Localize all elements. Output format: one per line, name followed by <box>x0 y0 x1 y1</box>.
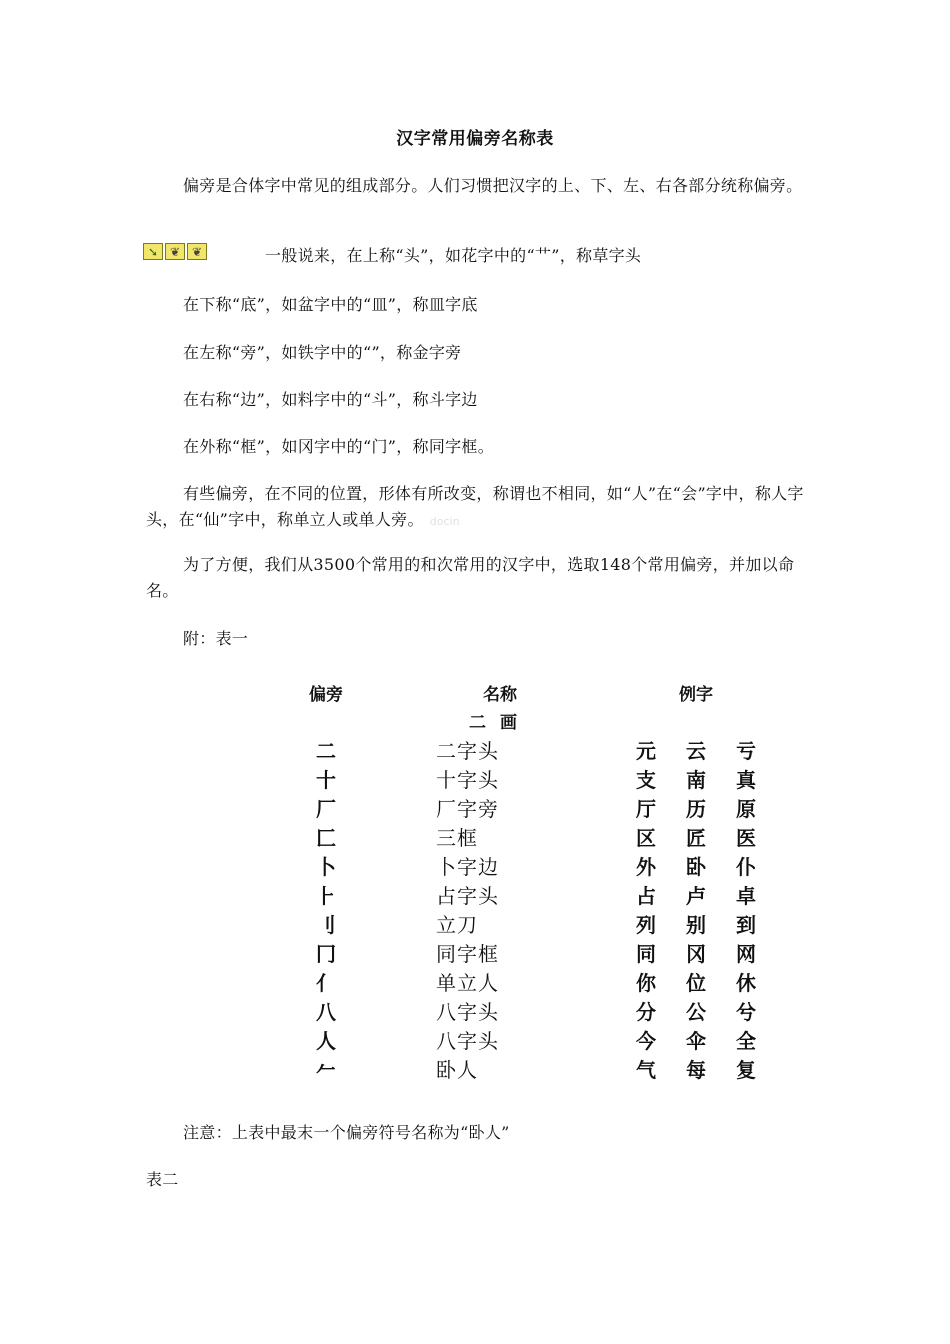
examples-cell <box>636 822 756 851</box>
example-char: 你 <box>636 970 656 995</box>
example-char: 气 <box>636 1057 656 1082</box>
example-char: 医 <box>736 825 756 850</box>
table-row <box>288 1025 756 1054</box>
examples-cell <box>636 1025 756 1054</box>
examples-cell <box>636 938 756 967</box>
examples-cell <box>636 880 756 909</box>
line-left: 在左称“旁”，如铁字中的“”，称金字旁 <box>183 343 462 362</box>
name-cell: 卜字边 <box>436 854 499 879</box>
example-char: 南 <box>686 767 706 792</box>
table-row <box>288 909 756 938</box>
paragraph-2-text: 有些偏旁，在不同的位置，形体有所改变，称谓也不相同，如“人”在“会”字中，称人字头，在“仙”字中，称单立人或单人旁。 <box>146 484 804 529</box>
example-char: 亏 <box>736 738 756 763</box>
name-cell: 厂字旁 <box>436 796 499 821</box>
toolbar-icons <box>143 243 207 260</box>
example-char: 匠 <box>686 825 706 850</box>
table-row <box>288 735 756 764</box>
name-cell: 同字框 <box>436 941 499 966</box>
line-top: 一般说来，在上称“头”，如花字中的“艹”，称草字头 <box>265 246 642 265</box>
example-char: 伞 <box>686 1028 706 1053</box>
radical-cell: 卜 <box>316 854 336 879</box>
example-char: 兮 <box>736 999 756 1024</box>
examples-cell <box>636 735 756 764</box>
table2-label: 表二 <box>146 1170 179 1189</box>
example-char: 网 <box>736 941 756 966</box>
examples-cell <box>636 996 756 1025</box>
example-char: 卓 <box>736 883 756 908</box>
examples-cell <box>636 909 756 938</box>
name-cell: 单立人 <box>436 970 499 995</box>
example-char: 到 <box>736 912 756 937</box>
example-char: 休 <box>736 970 756 995</box>
example-char: 卢 <box>686 883 706 908</box>
section-label: 二画 <box>469 712 531 733</box>
table-row <box>288 764 756 793</box>
example-char: 位 <box>686 970 706 995</box>
example-char: 分 <box>636 999 656 1024</box>
table-row <box>288 880 756 909</box>
table-row <box>288 938 756 967</box>
example-char: 复 <box>736 1057 756 1082</box>
example-char: 卧 <box>686 854 706 879</box>
example-char: 历 <box>686 796 706 821</box>
radical-cell: 𠂉 <box>316 1057 336 1082</box>
examples-cell <box>636 851 756 880</box>
example-char: 支 <box>636 767 656 792</box>
radical-cell: 冂 <box>316 941 336 966</box>
example-char: 元 <box>636 738 656 763</box>
name-cell: 立刀 <box>436 912 478 937</box>
paragraph-2 <box>146 481 810 535</box>
table-row <box>288 851 756 880</box>
name-cell: 占字头 <box>436 883 499 908</box>
radical-cell: 刂 <box>316 912 336 937</box>
example-char: 外 <box>636 854 656 879</box>
example-char: 别 <box>686 912 706 937</box>
page-title: 汉字常用偏旁名称表 <box>396 129 554 149</box>
radical-cell: 人 <box>316 1028 336 1053</box>
radical-cell: 二 <box>316 738 336 763</box>
note: 注意：上表中最末一个偏旁符号名称为“卧人” <box>183 1123 510 1142</box>
radical-cell: 亻 <box>316 970 336 995</box>
example-char: 全 <box>736 1028 756 1053</box>
name-cell: 八字头 <box>436 1028 499 1053</box>
header-radical: 偏旁 <box>309 684 343 705</box>
table-row <box>288 967 756 996</box>
example-char: 真 <box>736 767 756 792</box>
radical-table <box>288 678 756 1083</box>
example-char: 原 <box>736 796 756 821</box>
radical-cell: 十 <box>316 767 336 792</box>
leaf-icon[interactable]: ❦ <box>165 243 185 260</box>
name-cell: 卧人 <box>436 1057 478 1082</box>
bullet-icon[interactable]: ➘ <box>143 243 163 260</box>
line-outer: 在外称“框”，如冈字中的“门”，称同字框。 <box>183 437 495 456</box>
name-cell: 八字头 <box>436 999 499 1024</box>
examples-cell <box>636 967 756 996</box>
example-char: 厅 <box>636 796 656 821</box>
radical-cell: 厂 <box>316 796 336 821</box>
example-char: 同 <box>636 941 656 966</box>
example-char: 公 <box>686 999 706 1024</box>
table-row <box>288 822 756 851</box>
line-right: 在右称“边”，如料字中的“斗”，称斗字边 <box>183 390 478 409</box>
table-row <box>288 793 756 822</box>
radical-cell: 八 <box>316 999 336 1024</box>
example-char: 冈 <box>686 941 706 966</box>
table-row <box>288 1054 756 1083</box>
example-char: 今 <box>636 1028 656 1053</box>
faint-watermark: docin <box>429 515 460 528</box>
leaf-icon[interactable]: ❦ <box>187 243 207 260</box>
name-cell: 十字头 <box>436 767 499 792</box>
header-name: 名称 <box>483 684 517 705</box>
example-char: 每 <box>686 1057 706 1082</box>
table-row <box>288 996 756 1025</box>
example-char: 占 <box>636 883 656 908</box>
name-cell: 三框 <box>436 825 478 850</box>
examples-cell <box>636 1054 756 1083</box>
appendix-label: 附：表一 <box>183 629 249 648</box>
radical-cell: 匚 <box>316 825 336 850</box>
radical-cell: ⺊ <box>316 883 336 908</box>
line-bottom: 在下称“底”，如盆字中的“皿”，称皿字底 <box>183 295 478 314</box>
example-char: 仆 <box>736 854 756 879</box>
name-cell: 二字头 <box>436 738 499 763</box>
examples-cell <box>636 793 756 822</box>
example-char: 云 <box>686 738 706 763</box>
examples-cell <box>636 764 756 793</box>
paragraph-3: 为了方便，我们从3500个常用的和次常用的汉字中，选取148个常用偏旁，并加以命名。 <box>146 555 795 600</box>
example-char: 区 <box>636 825 656 850</box>
example-char: 列 <box>636 912 656 937</box>
header-examples: 例字 <box>679 684 713 705</box>
intro-paragraph: 偏旁是合体字中常见的组成部分。人们习惯把汉字的上、下、左、右各部分统称偏旁。 <box>183 176 803 195</box>
